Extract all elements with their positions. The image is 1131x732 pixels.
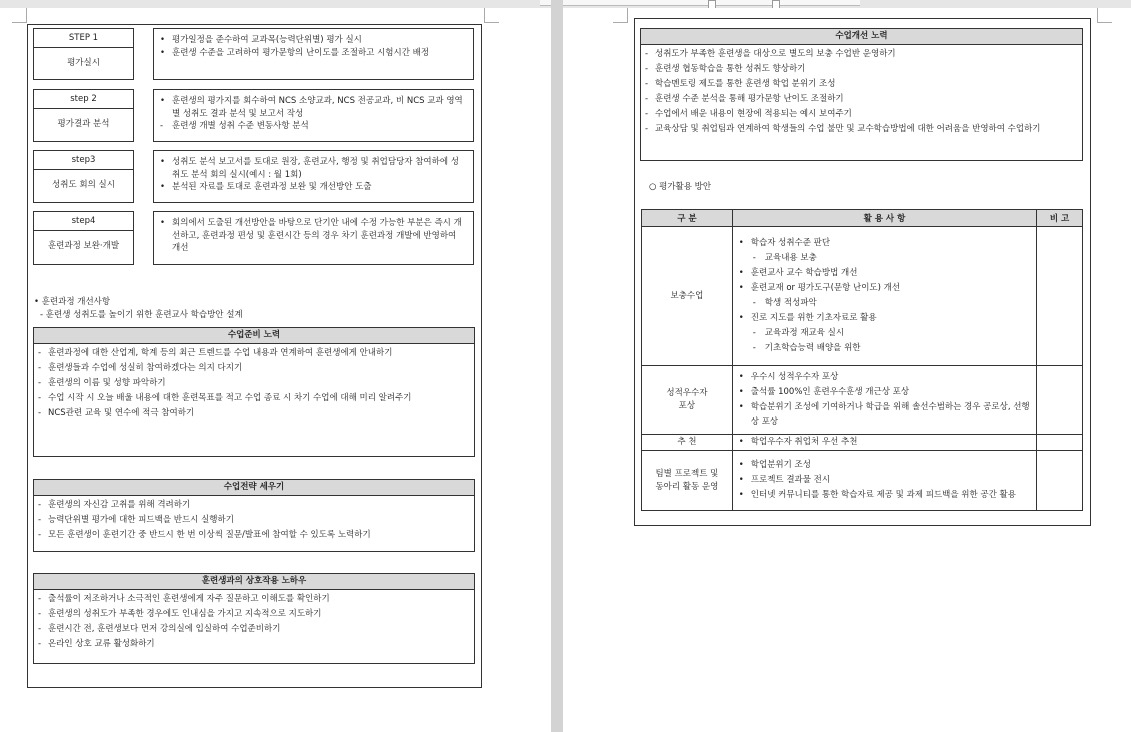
list-item: - 출석률이 저조하거나 소극적인 훈련생에게 자주 질문하고 이해도를 확인하기: [38, 594, 330, 604]
list-item: - 수업에서 배운 내용이 현장에 적용되는 예시 보여주기: [645, 109, 852, 119]
usage-table: [641, 209, 1083, 511]
table-header-cell: 활 용 사 항: [732, 210, 1036, 227]
list-item: - 능력단위별 평가에 대한 피드백을 반드시 실행하기: [38, 515, 234, 525]
content-cell: • 우수시 성적우수자 포상 • 출석률 100%인 훈련우수훈생 개근상 포상 • 학습분위기 조성에 기여하거나 학급을 위해 솔선수범하는 경우 공로상, 선행상 포상: [732, 366, 1036, 435]
step-4-top-label: step4: [34, 212, 133, 231]
usage-plan-title: ○ 평가활용 방안: [649, 182, 712, 192]
list-item: - 훈련과정에 대한 산업계, 학계 등의 최근 트렌드를 수업 내용과 연계하여 훈련생에게 안내하기: [38, 348, 393, 358]
table-header-cell: 비 고: [1037, 210, 1083, 227]
list-item: • 성취도 분석 보고서를 토대로 원장, 훈련교사, 행정 및 취업담당자 참여하에 성취도 분석 회의 실시(예시 : 월 1회): [160, 157, 459, 180]
list-item: • 훈련생의 평가지를 회수하여 NCS 소양교과, NCS 전공교과, 비 NCS 교과 영역별 성취도 결과 분석 및 보고서 작성: [160, 96, 463, 119]
ruler-scale: [540, 0, 860, 6]
step-1-top-label: STEP 1: [34, 29, 133, 48]
document-page-left: [0, 8, 551, 732]
category-cell: 성적우수자 포상: [642, 366, 733, 435]
section-class-improvement: [640, 28, 1083, 161]
table-header-cell: 구 분: [642, 210, 733, 227]
improvement-note-title: • 훈련과정 개선사항: [34, 297, 111, 307]
table-header-row: [642, 210, 1083, 227]
improvement-note: [34, 296, 243, 322]
table-row: [642, 227, 1083, 366]
step-1-description: [153, 28, 474, 80]
step-2-top-label: step 2: [34, 90, 133, 109]
note-cell: [1037, 366, 1083, 435]
section-title: 수업전략 세우기: [34, 480, 474, 496]
step-3-top-label: step3: [34, 151, 133, 170]
step-4-main-label: 훈련과정 보완·개발: [47, 241, 120, 251]
list-item: - 훈련생의 성취도가 부족한 경우에도 인내심을 가지고 지속적으로 지도하기: [38, 609, 322, 619]
table-row: [642, 451, 1083, 511]
list-item: - 훈련생 협동학습을 통한 성취도 향상하기: [645, 64, 806, 74]
list-item: - 교육상담 및 취업팀과 연계하여 학생들의 수업 불만 및 교수학습방법에 대한 어려움을 반영하여 수업하기: [645, 124, 1041, 134]
list-item: - NCS관련 교육 및 연수에 적극 참여하기: [38, 408, 195, 418]
list-item: • 평가일정을 준수하여 교과목(능력단위별) 평가 실시: [160, 35, 362, 45]
page-gutter: [551, 0, 563, 732]
section-interaction: [33, 573, 475, 664]
list-item: - 훈련생들과 수업에 성실히 참여하겠다는 의지 다지기: [38, 363, 243, 373]
list-item: - 훈련시간 전, 훈련생보다 먼저 강의실에 입실하여 수업준비하기: [38, 624, 281, 634]
step-2-main-label: 평가결과 분석: [57, 119, 110, 129]
content-cell: • 학습자 성취수준 판단 - 교육내용 보충 • 훈련교사 교수 학습방법 개선 • 훈련교재 or 평가도구(문항 난이도) 개선 - 학생 적성파악 • 진로 지도를 위한 기초자료로 활용 - 교육과정 재교육 실시 - 기초학습능력 배양을 위한: [732, 227, 1036, 366]
content-cell: • 학업우수자 취업처 우선 추천: [732, 435, 1036, 451]
step-4-description: [153, 211, 474, 265]
table-row: [642, 366, 1083, 435]
step-1-label-box: [33, 28, 134, 80]
note-cell: [1037, 435, 1083, 451]
step-2-label-box: [33, 89, 134, 142]
section-title: 수업개선 노력: [641, 29, 1082, 45]
content-cell: • 학업분위기 조성 • 프로젝트 결과물 전시 • 인터넷 커뮤니티를 통한 학습자료 제공 및 과제 피드백을 위한 공간 활용: [732, 451, 1036, 511]
step-3-label-box: [33, 150, 134, 203]
crop-mark: [12, 8, 27, 23]
step-4-label-box: [33, 211, 134, 265]
section-class-prep: [33, 327, 475, 457]
category-cell: 보충수업: [642, 227, 733, 366]
note-cell: [1037, 451, 1083, 511]
section-title: 수업준비 노력: [34, 328, 474, 344]
list-item: - 학습멘토링 제도를 통한 훈련생 학업 분위기 조성: [645, 79, 836, 89]
improvement-note-subtitle: - 훈련생 성취도를 높이기 위한 훈련교사 학습방안 설계: [40, 310, 243, 320]
note-cell: [1037, 227, 1083, 366]
list-item: - 훈련생 수준 분석을 통해 평가문항 난이도 조절하기: [645, 94, 844, 104]
crop-mark: [484, 8, 499, 23]
list-item: • 훈련생 수준을 고려하여 평가문항의 난이도를 조절하고 시험시간 배정: [160, 47, 430, 58]
list-item: - 수업 시작 시 오늘 배울 내용에 대한 훈련목표를 적고 수업 종료 시 차기 수업에 대해 미리 알려주기: [38, 393, 412, 403]
document-page-right: [563, 8, 1131, 732]
step-3-main-label: 성취도 회의 실시: [52, 180, 115, 190]
crop-mark: [1097, 8, 1112, 23]
list-item: - 훈련생의 자신감 고취를 위해 격려하기: [38, 500, 191, 510]
crop-mark: [613, 8, 628, 23]
table-row: [642, 435, 1083, 451]
category-cell: 추 천: [642, 435, 733, 451]
step-3-description: [153, 150, 474, 203]
section-title: 훈련생과의 상호작용 노하우: [34, 574, 474, 590]
section-class-strategy: [33, 479, 475, 552]
list-item: • 회의에서 도출된 개선방안을 바탕으로 단기안 내에 수정 가능한 부분은 즉시 개선하고, 훈련과정 편성 및 훈련시간 등의 경우 차기 훈련과정 개발에 반영하여 개선: [160, 218, 462, 253]
category-cell: 팀별 프로젝트 및 동아리 활동 운영: [642, 451, 733, 511]
step-2-description: [153, 89, 474, 142]
list-item: - 성취도가 부족한 훈련생을 대상으로 별도의 보충 수업반 운영하기: [645, 49, 896, 59]
list-item: - 온라인 상호 교류 활성화하기: [38, 639, 155, 649]
list-item: - 훈련생 개별 성취 수준 변동사항 분석: [160, 121, 309, 131]
list-item: - 훈련생의 이름 및 성향 파악하기: [38, 378, 166, 388]
step-1-main-label: 평가실시: [67, 58, 100, 68]
top-ruler: [0, 0, 1131, 8]
list-item: • 분석된 자료를 토대로 훈련과정 보완 및 개선방안 도출: [160, 182, 372, 192]
list-item: - 모든 훈련생이 훈련기간 중 반드시 한 번 이상씩 질문/발표에 참여할 수 있도록 노력하기: [38, 530, 371, 540]
